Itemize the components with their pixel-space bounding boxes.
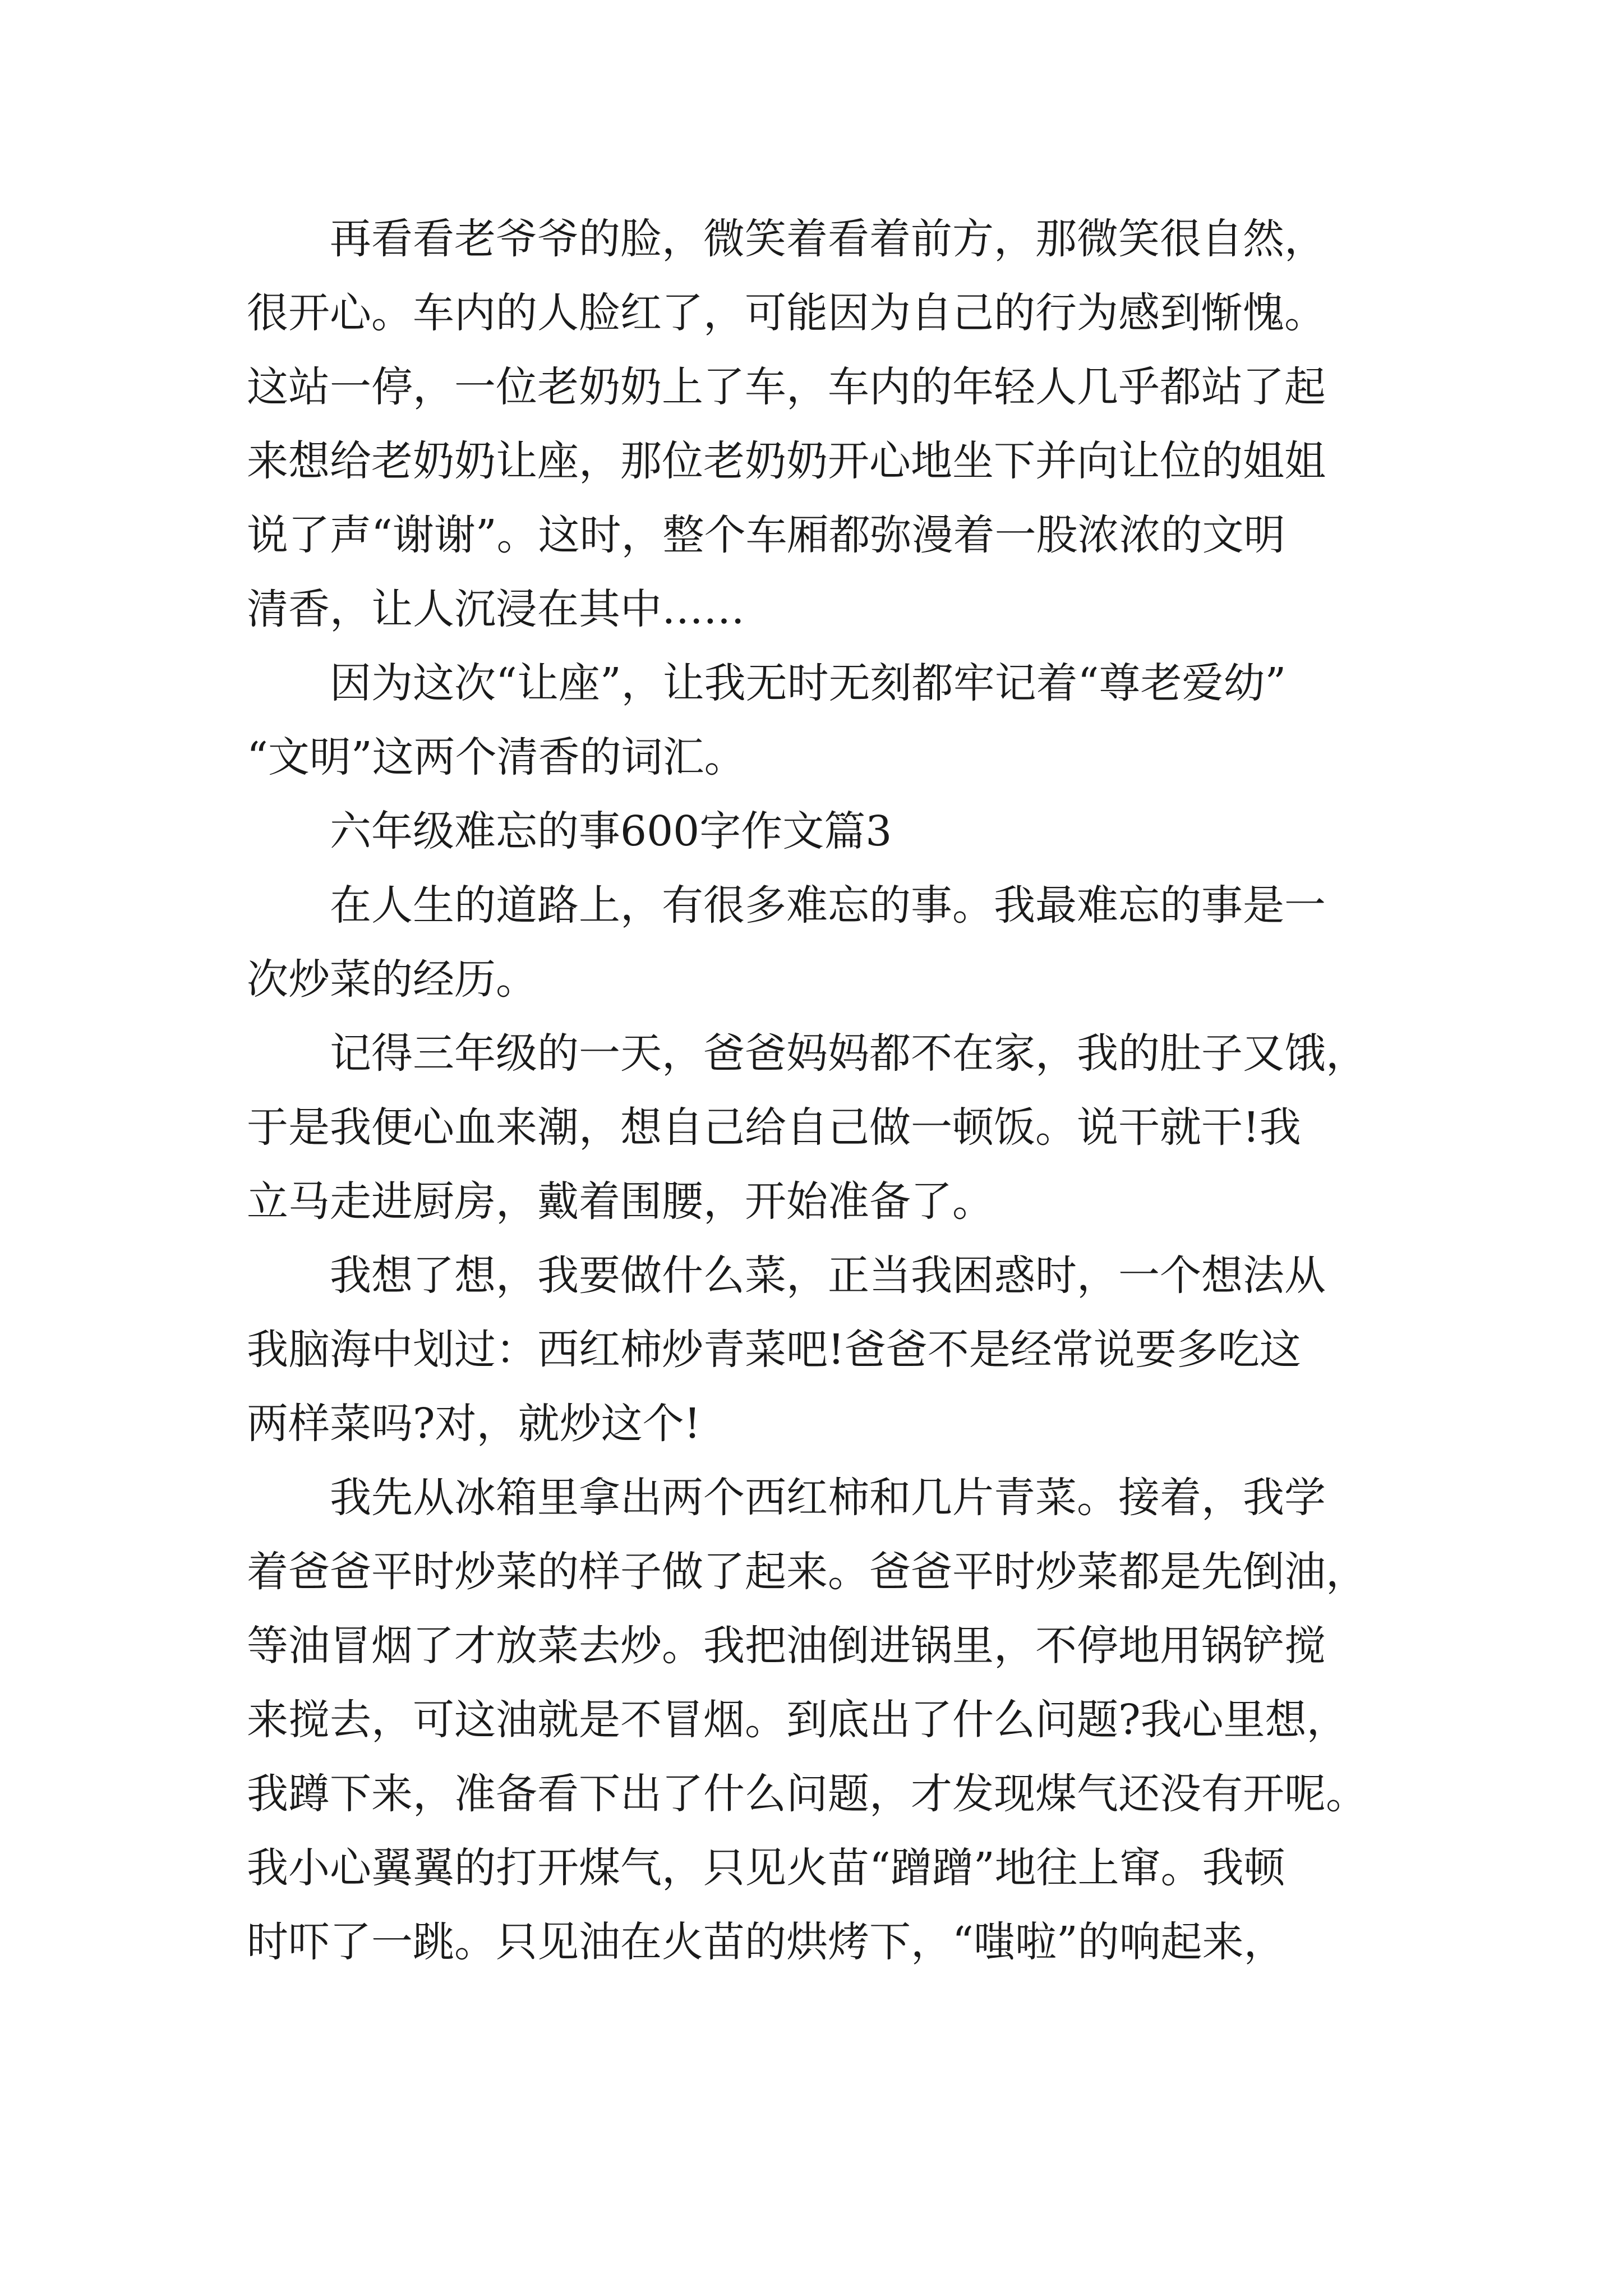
text-line: 次炒菜的经历。	[247, 955, 537, 1004]
text-line: 因为这次“让座”，让我无时无刻都牢记着“尊老爱幼”	[330, 659, 1287, 707]
document-body	[247, 202, 1430, 1979]
text-line: 再看看老爷爷的脸，微笑着看着前方，那微笑很自然，	[330, 215, 1326, 263]
text-line: 两样菜吗?对，就炒这个!	[247, 1400, 701, 1448]
text-line: 六年级难忘的事600字作文篇3	[330, 807, 892, 855]
text-line: 我脑海中划过：西红柿炒青菜吧!爸爸不是经常说要多吃这	[247, 1326, 1301, 1374]
text-line: 我蹲下来，准备看下出了什么问题，才发现煤气还没有开呢。	[247, 1770, 1367, 1818]
text-line: 来搅去，可这油就是不冒烟。到底出了什么问题?我心里想，	[247, 1696, 1348, 1744]
text-line: 很开心。车内的人脸红了，可能因为自己的行为感到惭愧。	[247, 289, 1326, 337]
text-line: 立马走进厨房，戴着围腰，开始准备了。	[247, 1177, 994, 1226]
text-line: “文明”这两个清香的词汇。	[247, 733, 746, 781]
text-line: 说了声“谢谢”。这时，整个车厢都弥漫着一股浓浓的文明	[247, 511, 1285, 559]
text-line: 我小心翼翼的打开煤气，只见火苗“蹭蹭”地往上窜。我顿	[247, 1844, 1285, 1892]
text-line: 清香，让人沉浸在其中……	[247, 585, 745, 633]
text-line: 记得三年级的一天，爸爸妈妈都不在家，我的肚子又饿，	[330, 1029, 1367, 1078]
text-line: 我先从冰箱里拿出两个西红柿和几片青菜。接着，我学	[330, 1474, 1326, 1522]
text-line: 时吓了一跳。只见油在火苗的烘烤下，“嗤啦”的响起来，	[247, 1918, 1285, 1966]
text-line: 着爸爸平时炒菜的样子做了起来。爸爸平时炒菜都是先倒油，	[247, 1548, 1367, 1596]
text-line: 我想了想，我要做什么菜，正当我困惑时，一个想法从	[330, 1251, 1326, 1300]
text-line: 在人生的道路上，有很多难忘的事。我最难忘的事是一	[330, 881, 1326, 930]
text-line: 来想给老奶奶让座，那位老奶奶开心地坐下并向让位的姐姐	[247, 437, 1326, 485]
text-line: 于是我便心血来潮，想自己给自己做一顿饭。说干就干!我	[247, 1103, 1301, 1152]
text-line: 等油冒烟了才放菜去炒。我把油倒进锅里，不停地用锅铲搅	[247, 1622, 1326, 1670]
text-line: 这站一停，一位老奶奶上了车，车内的年轻人几乎都站了起	[247, 363, 1326, 411]
